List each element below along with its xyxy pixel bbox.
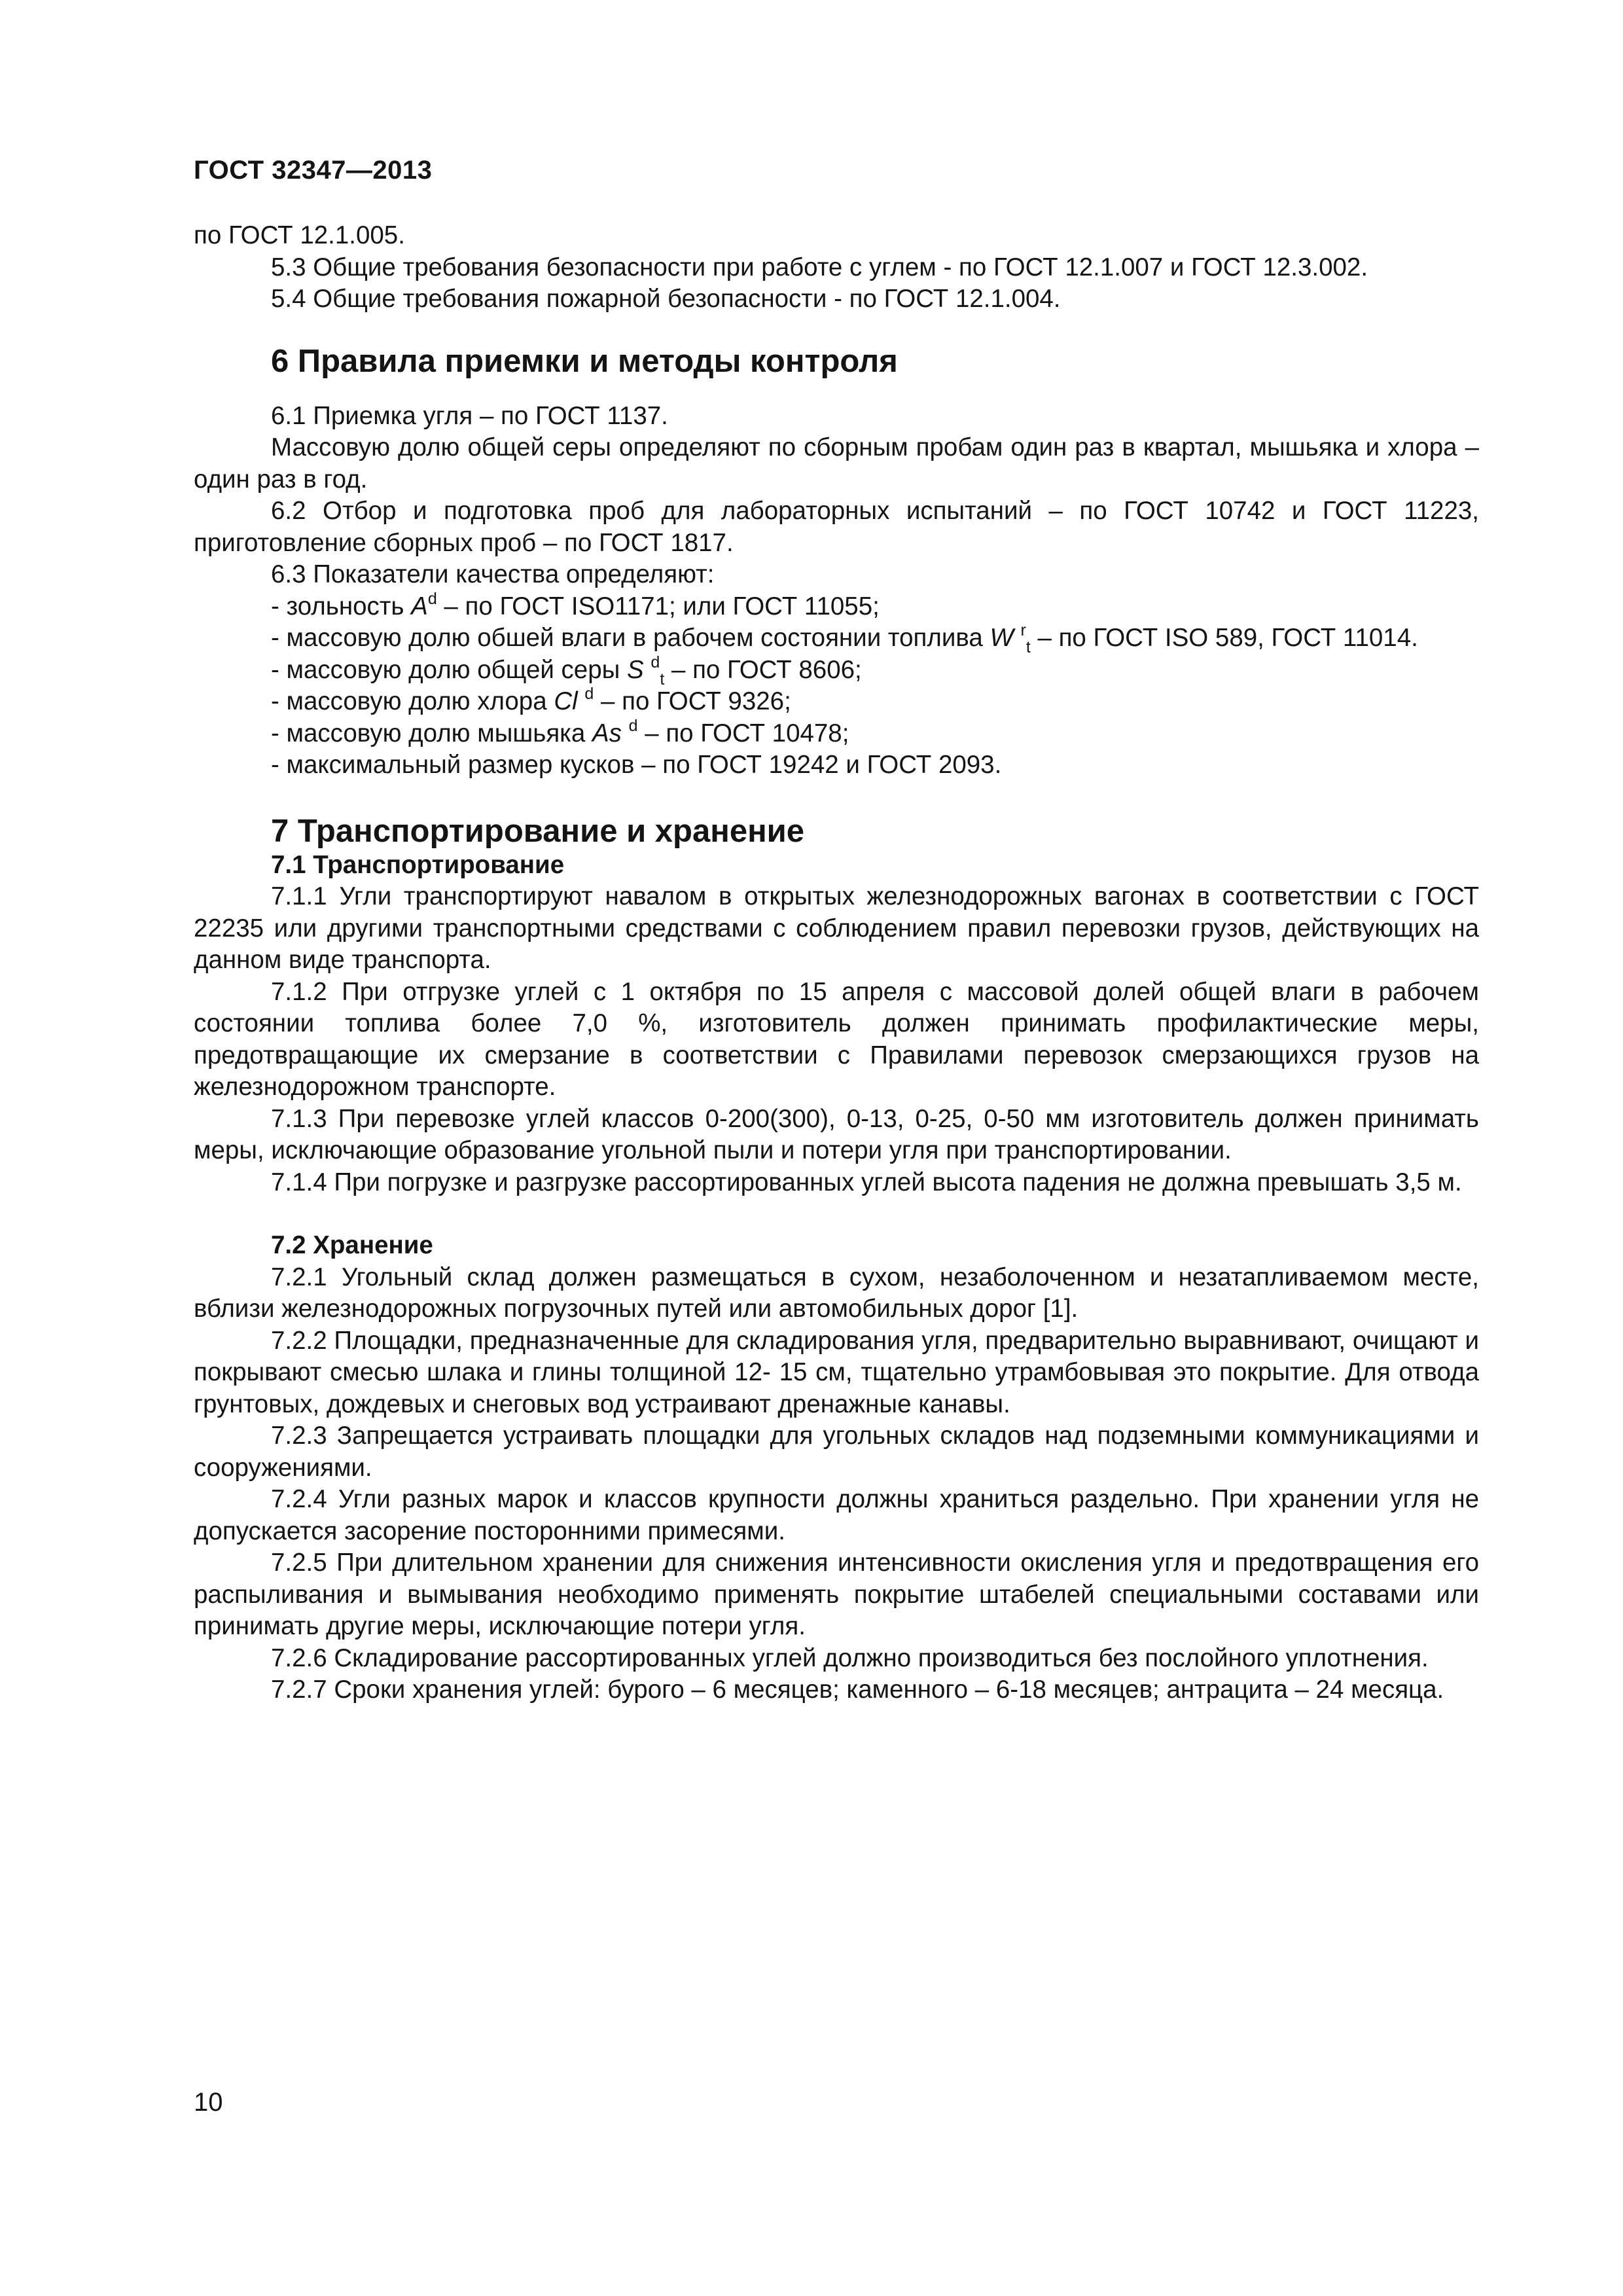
item-max-size: - максимальный размер кусков – по ГОСТ 19242 и ГОСТ 2093. — [271, 751, 1002, 779]
item-sulfur-ref: – по ГОСТ 8606; — [664, 655, 862, 684]
paragraph-6-3: 6.3 Показатели качества определяют: — [271, 560, 715, 588]
symbol-arsenic-sup: d — [628, 716, 638, 735]
paragraph-5-3: 5.3 Общие требования безопасности при работе с углем - по ГОСТ 12.1.007 и ГОСТ 12.3.002. — [271, 253, 1368, 281]
item-moisture — [194, 622, 1479, 655]
item-moisture-ref: – по ГОСТ ISO 589, ГОСТ 11014. — [1030, 624, 1418, 652]
item-chlorine — [194, 686, 1479, 718]
paragraph-7-2-1: 7.2.1 Угольный склад должен размещаться в сухом, незаболоченном и незатапливаемом месте, вблизи железнодорожных погрузочных путей или автомобильных дорог [1]. — [194, 1263, 1479, 1323]
paragraph-7-1-4: 7.1.4 При погрузке и разгрузке рассортированных углей высота падения не должна превышать 3,5 м. — [271, 1168, 1462, 1196]
symbol-chlorine: Cl — [554, 687, 578, 715]
symbol-ash: A — [411, 592, 428, 620]
item-arsenic-text: - массовую долю мышьяка — [271, 719, 592, 747]
paragraph-7-2-4: 7.2.4 Угли разных марок и классов крупности должны храниться раздельно. При хранении угля не допускается засорение посторонними примесями. — [194, 1485, 1479, 1545]
item-ash — [194, 591, 1479, 623]
section-7-heading: 7 Транспортирование и хранение — [271, 813, 805, 849]
item-arsenic — [194, 718, 1479, 750]
item-chlorine-text: - массовую долю хлора — [271, 687, 554, 715]
symbol-arsenic: As — [592, 719, 622, 747]
paragraph-7-2-5: 7.2.5 При длительном хранении для снижения интенсивности окисления угля и предотвращения его распыливания и вымывания необходимо применять покрытие штабелей специальными составами или принимать другие меры, исключающие потери угля. — [194, 1549, 1479, 1640]
item-sulfur — [194, 655, 1479, 687]
section-7-2-heading: 7.2 Хранение — [271, 1231, 433, 1259]
item-moisture-text: - массовую долю обшей влаги в рабочем состоянии топлива — [271, 624, 990, 652]
paragraph-continuation: по ГОСТ 12.1.005. — [194, 221, 405, 249]
paragraph-7-1-2: 7.1.2 При отгрузке углей с 1 октября по 15 апреля с массовой долей общей влаги в рабочем состоянии топлива более 7,0 %, изготовитель должен принимать профилактические меры, предотвращающие их смерзание в соответствии с Правилами перевозок смерзающихся грузов на железнодорожном транспорте. — [194, 977, 1479, 1101]
symbol-sulfur-sub: t — [660, 670, 665, 689]
symbol-moisture-sub: t — [1026, 638, 1031, 656]
paragraph-5-4: 5.4 Общие требования пожарной безопасности - по ГОСТ 12.1.004. — [271, 285, 1061, 313]
spacer — [194, 1198, 1479, 1230]
symbol-ash-sup: d — [427, 589, 437, 608]
symbol-sulfur: S — [627, 655, 644, 684]
paragraph-7-2-7: 7.2.7 Сроки хранения углей: бурого – 6 месяцев; каменного – 6-18 месяцев; антрацита – 24 месяца. — [271, 1676, 1444, 1704]
document-header: ГОСТ 32347—2013 — [194, 156, 433, 185]
symbol-sulfur-sup: d — [651, 653, 660, 672]
item-arsenic-ref: – по ГОСТ 10478; — [637, 719, 849, 747]
item-ash-text: - зольность — [271, 592, 412, 620]
paragraph-7-1-1: 7.1.1 Угли транспортируют навалом в открытых железнодорожных вагонах в соответствии с ГОСТ 22235 или другими транспортными средствами с соблюдением правил перевозки грузов, действующих на данном виде транспорта. — [194, 882, 1479, 974]
symbol-chlorine-sup: d — [584, 685, 594, 703]
item-chlorine-ref: – по ГОСТ 9326; — [594, 687, 791, 715]
item-ash-ref: – по ГОСТ ISO1171; или ГОСТ 11055; — [437, 592, 880, 620]
paragraph-7-1-3: 7.1.3 При перевозке углей классов 0-200(300), 0-13, 0-25, 0-50 мм изготовитель должен принимать меры, исключающие образование угольной пыли и потери угля при транспортировании. — [194, 1104, 1479, 1164]
paragraph-6-1-sulfur: Массовую долю общей серы определяют по сборным пробам один раз в квартал, мышьяка и хлора – один раз в год. — [194, 433, 1479, 493]
document-body — [194, 220, 1479, 1706]
page-number: 10 — [194, 2088, 223, 2117]
paragraph-6-2: 6.2 Отбор и подготовка проб для лабораторных испытаний – по ГОСТ 10742 и ГОСТ 11223, приготовление сборных проб – по ГОСТ 1817. — [194, 497, 1479, 557]
paragraph-6-1: 6.1 Приемка угля – по ГОСТ 1137. — [271, 401, 668, 430]
symbol-moisture: W — [990, 624, 1014, 652]
item-sulfur-text: - массовую долю общей серы — [271, 655, 628, 684]
section-6-heading: 6 Правила приемки и методы контроля — [271, 343, 898, 379]
paragraph-7-2-3: 7.2.3 Запрещается устраивать площадки для угольных складов над подземными коммуникациями и сооружениями. — [194, 1422, 1479, 1482]
symbol-moisture-sup: r — [1020, 621, 1026, 639]
paragraph-7-2-2: 7.2.2 Площадки, предназначенные для складирования угля, предварительно выравнивают, очищают и покрывают смесью шлака и глины толщиной 12- 15 см, тщательно утрамбовывая это покрытие. Для отвода грунтовых, дождевых и снеговых вод устраивают дренажные канавы. — [194, 1326, 1479, 1418]
paragraph-7-2-6: 7.2.6 Складирование рассортированных углей должно производиться без послойного уплотнения. — [271, 1643, 1429, 1672]
section-7-1-heading: 7.1 Транспортирование — [271, 850, 565, 879]
